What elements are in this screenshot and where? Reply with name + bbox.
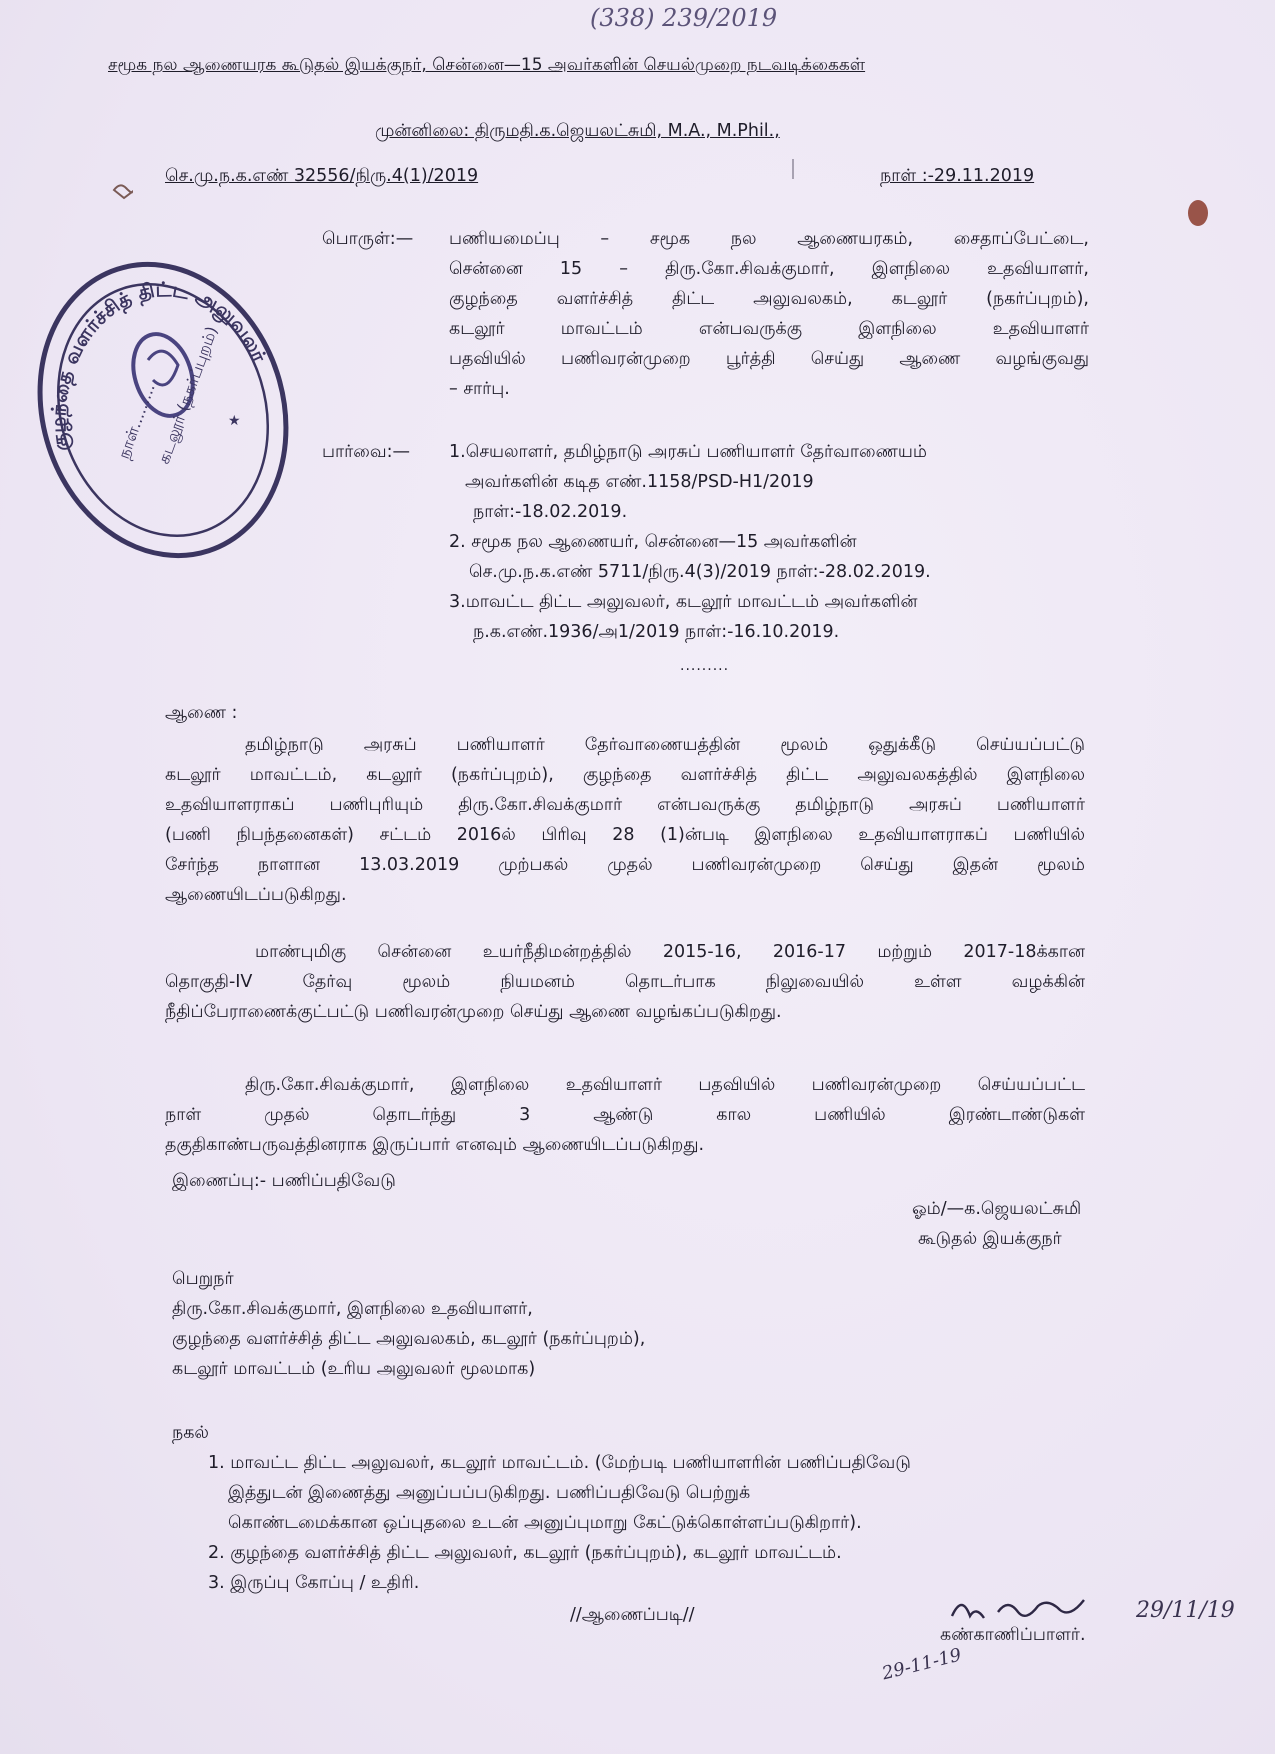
paragraph-line: மாண்புமிகு சென்னை உயர்நீதிமன்றத்தில் 2015-16, 2016-17 மற்றும் 2017-18க்கான bbox=[255, 942, 1085, 962]
order-paragraph-3 bbox=[165, 1070, 1085, 1160]
subject-line: பதவியில் பணிவரன்முறை பூர்த்தி செய்து ஆணை வழங்குவது bbox=[449, 349, 1089, 369]
svg-text:நாள்.........: நாள்......... bbox=[113, 380, 159, 462]
svg-text:கடலூர் (நகர்ப்புறம்): கடலூர் (நகர்ப்புறம்) bbox=[153, 323, 222, 467]
enclosure-note: இணைப்பு:- பணிப்பதிவேடு bbox=[172, 1171, 396, 1191]
signatory-name: ஓம்/—க.ஜெயலட்சுமி bbox=[912, 1199, 1082, 1219]
reference-line: ந.க.எண்.1936/அ1/2019 நாள்:-16.10.2019. bbox=[473, 622, 840, 642]
paragraph-line: தமிழ்நாடு அரசுப் பணியாளர் தேர்வாணையத்தின் மூலம் ஒதுக்கீடு செய்யப்பட்டு bbox=[245, 735, 1085, 755]
subject-line: சென்னை 15 – திரு.கோ.சிவக்குமார், இளநிலை உதவியாளர், bbox=[449, 259, 1089, 279]
recipient-line: திரு.கோ.சிவக்குமார், இளநிலை உதவியாளர், bbox=[172, 1299, 533, 1319]
office-reference-number: செ.மு.ந.க.எண் 32556/நிரு.4(1)/2019 bbox=[165, 166, 479, 186]
paragraph-line: நாள் முதல் தொடர்ந்து 3 ஆண்டு கால பணியில் இரண்டாண்டுகள் bbox=[165, 1105, 1085, 1125]
subject-line: – சார்பு. bbox=[449, 379, 510, 399]
reference-line: செ.மு.ந.க.எண் 5711/நிரு.4(3)/2019 நாள்:-28.02.2019. bbox=[469, 562, 931, 582]
presiding-officer: முன்னிலை: திருமதி.க.ஜெயலட்சுமி, M.A., M.Phil., bbox=[375, 121, 780, 141]
subject-line: பணியமைப்பு – சமூக நல ஆணையரகம், சைதாப்பேட்டை, bbox=[449, 229, 1089, 249]
reference-label: பார்வை:— bbox=[322, 442, 411, 462]
reference-line: 3.மாவட்ட திட்ட அலுவலர், கடலூர் மாவட்டம் அவர்களின் bbox=[449, 592, 918, 612]
reference-line: 1.செயலாளர், தமிழ்நாடு அரசுப் பணியாளர் தேர்வாணையம் bbox=[449, 442, 927, 462]
paragraph-line: திரு.கோ.சிவக்குமார், இளநிலை உதவியாளர் பதவியில் பணிவரன்முறை செய்யப்பட்ட bbox=[245, 1075, 1085, 1095]
clerk-date-handwritten: 29-11-19 bbox=[880, 1644, 964, 1685]
svg-text:★: ★ bbox=[228, 413, 241, 429]
paragraph-line: உதவியாளராகப் பணிபுரியும் திரு.கோ.சிவக்குமார் என்பவருக்கு தமிழ்நாடு அரசுப் பணியாளர் bbox=[165, 795, 1085, 815]
paragraph-line: ஆணையிடப்படுகிறது. bbox=[165, 885, 347, 905]
header-title: சமூக நல ஆணையரக கூடுதல் இயக்குநர், சென்னை—15 அவர்களின் செயல்முறை நடவடிக்கைகள் bbox=[108, 55, 866, 75]
copy-list bbox=[208, 1448, 911, 1598]
order-date: நாள் :-29.11.2019 bbox=[880, 166, 1035, 186]
paragraph-line: (பணி நிபந்தனைகள்) சட்டம் 2016ல் பிரிவு 28 (1)ன்படி இளநிலை உதவியாளராகப் பணியில் bbox=[165, 825, 1085, 845]
reference-line: அவர்களின் கடித எண்.1158/PSD-H1/2019 bbox=[465, 472, 814, 492]
paragraph-line: தொகுதி-IV தேர்வு மூலம் நியமனம் தொடர்பாக நிலுவையில் உள்ள வழக்கின் bbox=[165, 972, 1085, 992]
paragraph-line: கடலூர் மாவட்டம், கடலூர் (நகர்ப்புறம்), குழந்தை வளர்ச்சித் திட்ட அலுவலகத்தில் இளநிலை bbox=[165, 765, 1085, 785]
reference-line: நாள்:-18.02.2019. bbox=[473, 502, 628, 522]
section-separator: ......... bbox=[680, 658, 730, 674]
recipient-label: பெறுநர் bbox=[172, 1269, 234, 1289]
supervisor-title: கண்காணிப்பாளர். bbox=[940, 1625, 1086, 1645]
svg-text:குழந்தை வளர்ச்சித் திட்ட அலுவல: குழந்தை வளர்ச்சித் திட்ட அலுவலர் bbox=[46, 277, 272, 453]
copy-item-1: 1. மாவட்ட திட்ட அலுவலர், கடலூர் மாவட்டம். (மேற்படி பணியாளரின் பணிப்பதிவேடு bbox=[208, 1453, 911, 1473]
recipient-address bbox=[172, 1294, 645, 1384]
reference-list bbox=[449, 437, 931, 647]
office-seal-stamp bbox=[28, 250, 298, 570]
order-paragraph-2 bbox=[165, 937, 1085, 1027]
by-order-line: //ஆணைப்படி// bbox=[570, 1605, 695, 1625]
copy-item-3: 3. இருப்பு கோப்பு / உதிரி. bbox=[208, 1573, 420, 1593]
recipient-line: குழந்தை வளர்ச்சித் திட்ட அலுவலகம், கடலூர் (நகர்ப்புறம்), bbox=[172, 1329, 646, 1349]
copy-item-2: 2. குழந்தை வளர்ச்சித் திட்ட அலுவலர், கடலூர் (நகர்ப்புறம்), கடலூர் மாவட்டம். bbox=[208, 1543, 842, 1563]
reference-line: 2. சமூக நல ஆணையர், சென்னை—15 அவர்களின் bbox=[449, 532, 857, 552]
paragraph-line: தகுதிகாண்பருவத்தினராக இருப்பார் எனவும் ஆணையிடப்படுகிறது. bbox=[165, 1135, 705, 1155]
ink-mark-icon bbox=[112, 180, 134, 200]
copy-item-1-cont: இத்துடன் இணைத்து அனுப்பப்படுகிறது. பணிப்பதிவேடு பெற்றுக் bbox=[228, 1483, 751, 1503]
order-label: ஆணை : bbox=[165, 703, 238, 723]
copy-label: நகல் bbox=[172, 1423, 209, 1443]
handwritten-reference-number: (338) 239/2019 bbox=[590, 4, 778, 32]
paragraph-line: நீதிப்பேராணைக்குட்பட்டு பணிவரன்முறை செய்து ஆணை வழங்கப்படுகிறது. bbox=[165, 1002, 782, 1022]
supervisor-date-handwritten: 29/11/19 bbox=[1136, 1598, 1235, 1623]
faint-tick-icon bbox=[790, 158, 796, 180]
subject-body bbox=[449, 224, 1089, 404]
subject-line: கடலூர் மாவட்டம் என்பவருக்கு இளநிலை உதவியாளர் bbox=[449, 319, 1089, 339]
copy-item-1-cont: கொண்டமைக்கான ஒப்புதலை உடன் அனுப்புமாறு கேட்டுக்கொள்ளப்படுகிறார்). bbox=[228, 1513, 862, 1533]
paragraph-line: சேர்ந்த நாளான 13.03.2019 முற்பகல் முதல் பணிவரன்முறை செய்து இதன் மூலம் bbox=[165, 855, 1085, 875]
signatory-title: கூடுதல் இயக்குநர் bbox=[918, 1229, 1062, 1249]
ink-spot-icon bbox=[1188, 200, 1208, 226]
order-paragraph-1 bbox=[165, 730, 1085, 910]
subject-label: பொருள்:— bbox=[322, 229, 414, 249]
subject-line: குழந்தை வளர்ச்சித் திட்ட அலுவலகம், கடலூர் (நகர்ப்புறம்), bbox=[449, 289, 1089, 309]
recipient-line: கடலூர் மாவட்டம் (உரிய அலுவலர் மூலமாக) bbox=[172, 1359, 536, 1379]
